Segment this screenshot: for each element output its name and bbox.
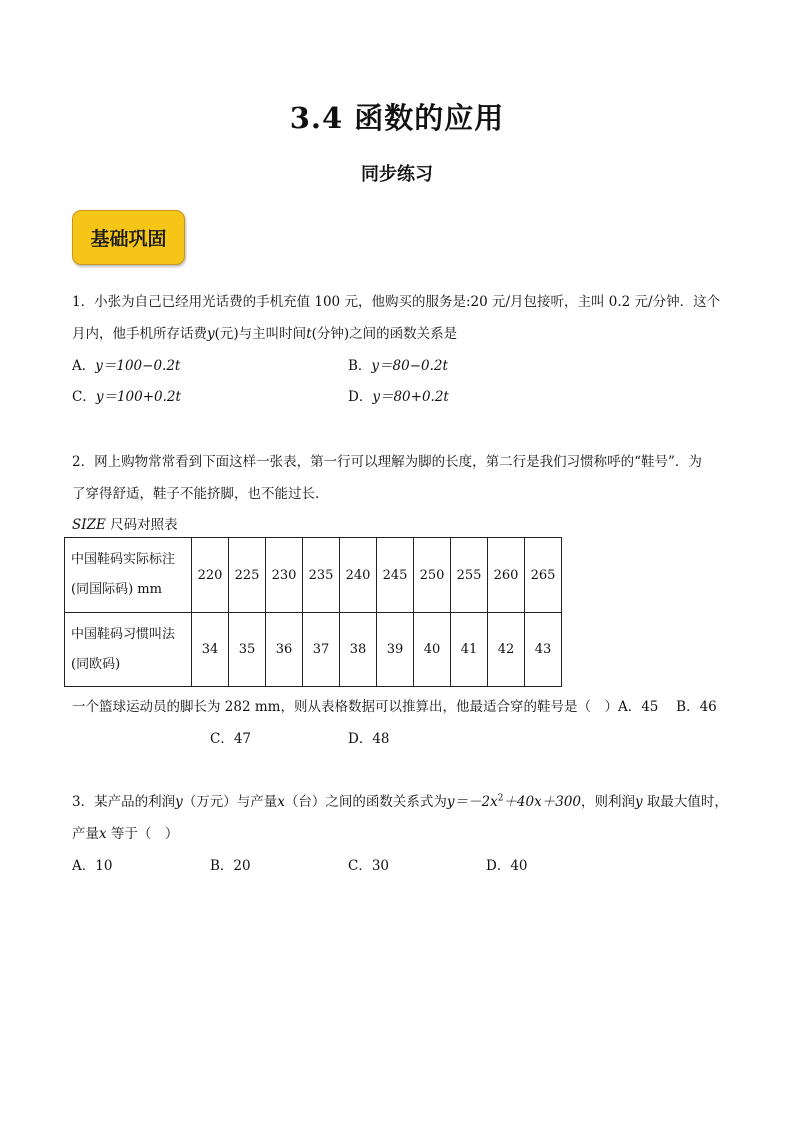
table-cell: 255 — [451, 538, 488, 613]
q1-line1: 1．小张为自己已经用光话费的手机充值 100 元，他购买的服务是:20 元/月包接听，主叫 0.2 元/分钟．这个 — [72, 294, 721, 310]
table-cell: 40 — [414, 613, 451, 687]
table-cell: 245 — [377, 538, 414, 613]
table-cell: 41 — [451, 613, 488, 687]
q1-option-a[interactable]: A．y＝100−0.2t — [72, 358, 181, 374]
table-row-header: 中国鞋码习惯叫法 (同欧码) — [65, 613, 192, 687]
table-cell: 42 — [488, 613, 525, 687]
q1-option-b[interactable]: B．y＝80−0.2t — [348, 358, 448, 374]
q2-line2: 了穿得舒适，鞋子不能挤脚，也不能过长． — [72, 486, 329, 502]
table-cell: 260 — [488, 538, 525, 613]
q2-option-c[interactable]: C．47 — [210, 731, 252, 747]
page-title: 3.4 函数的应用 — [289, 101, 505, 135]
q3-option-a[interactable]: A．10 — [72, 858, 113, 874]
q2-option-d[interactable]: D．48 — [348, 731, 390, 747]
q2-line1: 2．网上购物常常看到下面这样一张表，第一行可以理解为脚的长度，第二行是我们习惯称呼的“鞋号”．为 — [72, 454, 702, 470]
table-cell: 265 — [525, 538, 562, 613]
table-row — [65, 538, 562, 613]
table-cell: 35 — [229, 613, 266, 687]
table-cell: 250 — [414, 538, 451, 613]
q3-option-b[interactable]: B．20 — [210, 858, 251, 874]
q3-line2: 产量x 等于（ ） — [72, 826, 179, 842]
table-cell: 39 — [377, 613, 414, 687]
table-row-header: 中国鞋码实际标注 (同国际码) mm — [65, 538, 192, 613]
q1-option-c[interactable]: C．y＝100+0.2t — [72, 389, 181, 405]
section-badge: 基础巩固 — [72, 210, 185, 265]
q1-line2: 月内，他手机所存话费y(元)与主叫时间t(分钟)之间的函数关系是 — [72, 326, 458, 342]
q3-line1: 3．某产品的利润y（万元）与产量x（台）之间的函数关系式为$y=-2x^2+40x+300$，则利润y 取最大值时， — [72, 793, 728, 810]
q2-question: 一个篮球运动员的脚长为 282 mm，则从表格数据可以推算出，他最适合穿的鞋号是（ ）A．45 B．46 — [72, 699, 717, 715]
q3-option-d[interactable]: D．40 — [486, 858, 528, 874]
table-cell: 225 — [229, 538, 266, 613]
page-subtitle: 同步练习 — [361, 164, 433, 185]
table-cell: 220 — [192, 538, 229, 613]
q2-table-caption: SIZE 尺码对照表 — [72, 517, 178, 533]
q3-option-c[interactable]: C．30 — [348, 858, 390, 874]
size-table — [64, 537, 562, 687]
table-cell: 240 — [340, 538, 377, 613]
table-cell: 36 — [266, 613, 303, 687]
table-row — [65, 613, 562, 687]
table-cell: 235 — [303, 538, 340, 613]
table-cell: 230 — [266, 538, 303, 613]
table-cell: 43 — [525, 613, 562, 687]
table-cell: 37 — [303, 613, 340, 687]
q1-option-d[interactable]: D．y＝80+0.2t — [348, 389, 449, 405]
table-cell: 38 — [340, 613, 377, 687]
table-cell: 34 — [192, 613, 229, 687]
